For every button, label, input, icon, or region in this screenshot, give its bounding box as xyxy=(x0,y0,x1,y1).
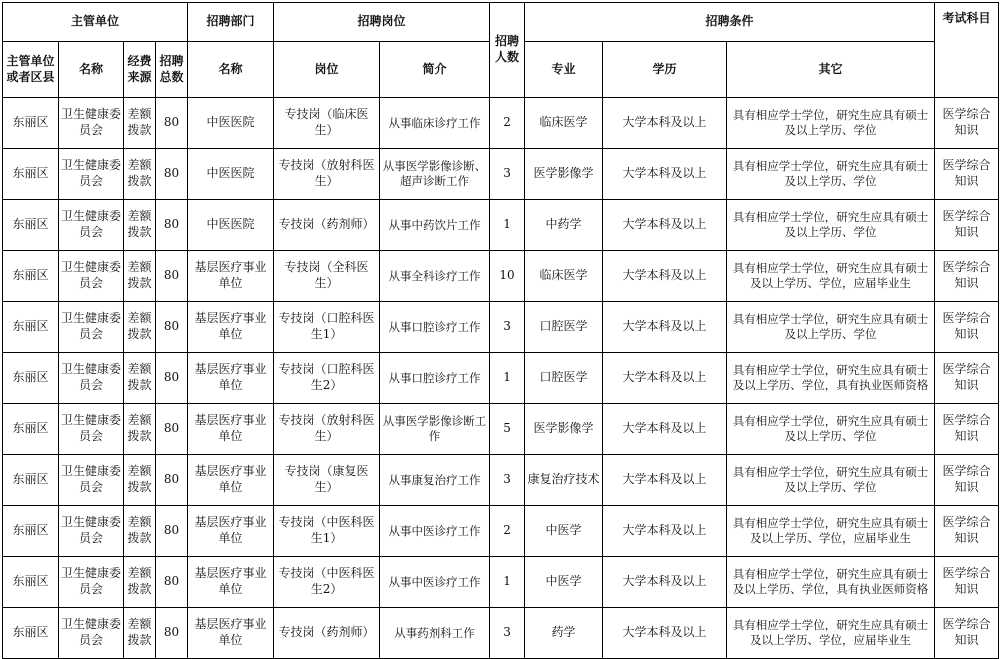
cell-county: 东丽区 xyxy=(3,455,59,506)
cell-county: 东丽区 xyxy=(3,302,59,353)
cell-dept: 基层医疗事业单位 xyxy=(188,506,274,557)
table-row xyxy=(3,302,999,353)
cell-count: 3 xyxy=(490,302,525,353)
cell-exam: 医学综合知识 xyxy=(935,506,999,557)
cell-total: 80 xyxy=(156,353,188,404)
cell-edu: 大学本科及以上 xyxy=(603,353,727,404)
cell-edu: 大学本科及以上 xyxy=(603,506,727,557)
cell-total: 80 xyxy=(156,455,188,506)
cell-intro: 从事康复治疗工作 xyxy=(380,455,490,506)
cell-major: 临床医学 xyxy=(525,98,603,149)
cell-other: 具有相应学士学位，研究生应具有硕士及以上学历、学位 xyxy=(727,302,935,353)
cell-name: 卫生健康委员会 xyxy=(59,353,124,404)
cell-major: 口腔医学 xyxy=(525,302,603,353)
table-row xyxy=(3,353,999,404)
cell-exam: 医学综合知识 xyxy=(935,608,999,659)
cell-county: 东丽区 xyxy=(3,557,59,608)
cell-dept: 中医医院 xyxy=(188,149,274,200)
cell-county: 东丽区 xyxy=(3,251,59,302)
cell-intro: 从事口腔诊疗工作 xyxy=(380,302,490,353)
cell-total: 80 xyxy=(156,200,188,251)
cell-dept: 中医医院 xyxy=(188,200,274,251)
cell-count: 2 xyxy=(490,98,525,149)
cell-count: 3 xyxy=(490,455,525,506)
cell-count: 2 xyxy=(490,506,525,557)
cell-intro: 从事临床诊疗工作 xyxy=(380,98,490,149)
cell-county: 东丽区 xyxy=(3,353,59,404)
header-other: 其它 xyxy=(727,42,935,98)
cell-post: 专技岗（放射科医生） xyxy=(274,404,380,455)
table-row xyxy=(3,455,999,506)
cell-exam: 医学综合知识 xyxy=(935,353,999,404)
cell-intro: 从事口腔诊疗工作 xyxy=(380,353,490,404)
cell-edu: 大学本科及以上 xyxy=(603,404,727,455)
cell-post: 专技岗（放射科医生） xyxy=(274,149,380,200)
cell-total: 80 xyxy=(156,557,188,608)
header-intro: 简介 xyxy=(380,42,490,98)
cell-funding: 差额拨款 xyxy=(124,608,156,659)
cell-exam: 医学综合知识 xyxy=(935,200,999,251)
cell-edu: 大学本科及以上 xyxy=(603,149,727,200)
cell-post: 专技岗（康复医生） xyxy=(274,455,380,506)
cell-edu: 大学本科及以上 xyxy=(603,251,727,302)
cell-major: 临床医学 xyxy=(525,251,603,302)
cell-edu: 大学本科及以上 xyxy=(603,455,727,506)
cell-county: 东丽区 xyxy=(3,98,59,149)
cell-major: 中医学 xyxy=(525,506,603,557)
cell-count: 1 xyxy=(490,353,525,404)
cell-other: 具有相应学士学位，研究生应具有硕士及以上学历、学位，具有执业医师资格 xyxy=(727,353,935,404)
cell-intro: 从事全科诊疗工作 xyxy=(380,251,490,302)
header-edu: 学历 xyxy=(603,42,727,98)
cell-total: 80 xyxy=(156,98,188,149)
cell-post: 专技岗（中医科医生1） xyxy=(274,506,380,557)
cell-dept: 基层医疗事业单位 xyxy=(188,251,274,302)
table-row xyxy=(3,557,999,608)
cell-intro: 从事医学影像诊断工作 xyxy=(380,404,490,455)
cell-intro: 从事药剂科工作 xyxy=(380,608,490,659)
cell-funding: 差额拨款 xyxy=(124,506,156,557)
cell-county: 东丽区 xyxy=(3,608,59,659)
cell-other: 具有相应学士学位，研究生应具有硕士及以上学历、学位 xyxy=(727,200,935,251)
cell-dept: 基层医疗事业单位 xyxy=(188,608,274,659)
cell-funding: 差额拨款 xyxy=(124,557,156,608)
cell-count: 3 xyxy=(490,608,525,659)
cell-name: 卫生健康委员会 xyxy=(59,302,124,353)
header-group-unit: 主管单位 xyxy=(3,3,188,42)
cell-exam: 医学综合知识 xyxy=(935,557,999,608)
cell-funding: 差额拨款 xyxy=(124,455,156,506)
cell-post: 专技岗（口腔科医生2） xyxy=(274,353,380,404)
cell-total: 80 xyxy=(156,608,188,659)
table-row xyxy=(3,251,999,302)
cell-other: 具有相应学士学位，研究生应具有硕士及以上学历、学位，应届毕业生 xyxy=(727,506,935,557)
cell-count: 1 xyxy=(490,200,525,251)
cell-major: 中药学 xyxy=(525,200,603,251)
cell-post: 专技岗（药剂师） xyxy=(274,608,380,659)
cell-name: 卫生健康委员会 xyxy=(59,200,124,251)
cell-funding: 差额拨款 xyxy=(124,353,156,404)
cell-post: 专技岗（中医科医生2） xyxy=(274,557,380,608)
header-conditions: 招聘条件 xyxy=(525,3,935,42)
table-row xyxy=(3,98,999,149)
cell-major: 康复治疗技术 xyxy=(525,455,603,506)
cell-major: 医学影像学 xyxy=(525,404,603,455)
cell-dept: 中医医院 xyxy=(188,98,274,149)
cell-name: 卫生健康委员会 xyxy=(59,404,124,455)
table-row xyxy=(3,149,999,200)
cell-exam: 医学综合知识 xyxy=(935,404,999,455)
cell-count: 10 xyxy=(490,251,525,302)
cell-funding: 差额拨款 xyxy=(124,200,156,251)
cell-other: 具有相应学士学位，研究生应具有硕士及以上学历、学位，应届毕业生 xyxy=(727,608,935,659)
cell-county: 东丽区 xyxy=(3,200,59,251)
cell-post: 专技岗（口腔科医生1） xyxy=(274,302,380,353)
cell-edu: 大学本科及以上 xyxy=(603,557,727,608)
cell-edu: 大学本科及以上 xyxy=(603,302,727,353)
table-row xyxy=(3,200,999,251)
cell-other: 具有相应学士学位，研究生应具有硕士及以上学历、学位 xyxy=(727,98,935,149)
cell-dept: 基层医疗事业单位 xyxy=(188,557,274,608)
cell-edu: 大学本科及以上 xyxy=(603,200,727,251)
cell-county: 东丽区 xyxy=(3,506,59,557)
cell-count: 3 xyxy=(490,149,525,200)
cell-other: 具有相应学士学位，研究生应具有硕士及以上学历、学位 xyxy=(727,404,935,455)
cell-name: 卫生健康委员会 xyxy=(59,608,124,659)
cell-exam: 医学综合知识 xyxy=(935,98,999,149)
cell-funding: 差额拨款 xyxy=(124,98,156,149)
cell-major: 中医学 xyxy=(525,557,603,608)
cell-total: 80 xyxy=(156,251,188,302)
cell-count: 5 xyxy=(490,404,525,455)
cell-count: 1 xyxy=(490,557,525,608)
cell-major: 医学影像学 xyxy=(525,149,603,200)
cell-other: 具有相应学士学位，研究生应具有硕士及以上学历、学位 xyxy=(727,455,935,506)
header-name: 名称 xyxy=(59,42,124,98)
header-post: 招聘岗位 xyxy=(274,3,490,42)
cell-edu: 大学本科及以上 xyxy=(603,608,727,659)
header-total: 招聘总数 xyxy=(156,42,188,98)
header-count: 招聘人数 xyxy=(490,3,525,98)
cell-dept: 基层医疗事业单位 xyxy=(188,302,274,353)
header-dept-name: 名称 xyxy=(188,42,274,98)
cell-post: 专技岗（全科医生） xyxy=(274,251,380,302)
cell-intro: 从事中医诊疗工作 xyxy=(380,506,490,557)
cell-exam: 医学综合知识 xyxy=(935,251,999,302)
cell-funding: 差额拨款 xyxy=(124,251,156,302)
cell-exam: 医学综合知识 xyxy=(935,455,999,506)
cell-other: 具有相应学士学位，研究生应具有硕士及以上学历、学位 xyxy=(727,149,935,200)
cell-other: 具有相应学士学位，研究生应具有硕士及以上学历、学位，具有执业医师资格 xyxy=(727,557,935,608)
cell-name: 卫生健康委员会 xyxy=(59,455,124,506)
table-row xyxy=(3,608,999,659)
cell-name: 卫生健康委员会 xyxy=(59,98,124,149)
header-major: 专业 xyxy=(525,42,603,98)
cell-total: 80 xyxy=(156,404,188,455)
cell-dept: 基层医疗事业单位 xyxy=(188,353,274,404)
cell-total: 80 xyxy=(156,302,188,353)
header-exam: 考试科目 xyxy=(935,3,999,98)
cell-other: 具有相应学士学位，研究生应具有硕士及以上学历、学位，应届毕业生 xyxy=(727,251,935,302)
header-county: 主管单位或者区县 xyxy=(3,42,59,98)
cell-major: 口腔医学 xyxy=(525,353,603,404)
cell-name: 卫生健康委员会 xyxy=(59,251,124,302)
cell-total: 80 xyxy=(156,149,188,200)
cell-edu: 大学本科及以上 xyxy=(603,98,727,149)
header-funding: 经费来源 xyxy=(124,42,156,98)
cell-exam: 医学综合知识 xyxy=(935,302,999,353)
header-post-title: 岗位 xyxy=(274,42,380,98)
cell-total: 80 xyxy=(156,506,188,557)
cell-name: 卫生健康委员会 xyxy=(59,557,124,608)
cell-exam: 医学综合知识 xyxy=(935,149,999,200)
cell-intro: 从事中医诊疗工作 xyxy=(380,557,490,608)
cell-funding: 差额拨款 xyxy=(124,404,156,455)
cell-dept: 基层医疗事业单位 xyxy=(188,455,274,506)
cell-name: 卫生健康委员会 xyxy=(59,506,124,557)
cell-name: 卫生健康委员会 xyxy=(59,149,124,200)
cell-major: 药学 xyxy=(525,608,603,659)
cell-intro: 从事医学影像诊断、超声诊断工作 xyxy=(380,149,490,200)
cell-county: 东丽区 xyxy=(3,149,59,200)
cell-dept: 基层医疗事业单位 xyxy=(188,404,274,455)
cell-intro: 从事中药饮片工作 xyxy=(380,200,490,251)
cell-funding: 差额拨款 xyxy=(124,302,156,353)
recruitment-table xyxy=(2,2,999,659)
cell-post: 专技岗（临床医生） xyxy=(274,98,380,149)
table-row xyxy=(3,404,999,455)
cell-county: 东丽区 xyxy=(3,404,59,455)
cell-funding: 差额拨款 xyxy=(124,149,156,200)
cell-post: 专技岗（药剂师） xyxy=(274,200,380,251)
header-dept: 招聘部门 xyxy=(188,3,274,42)
table-row xyxy=(3,506,999,557)
